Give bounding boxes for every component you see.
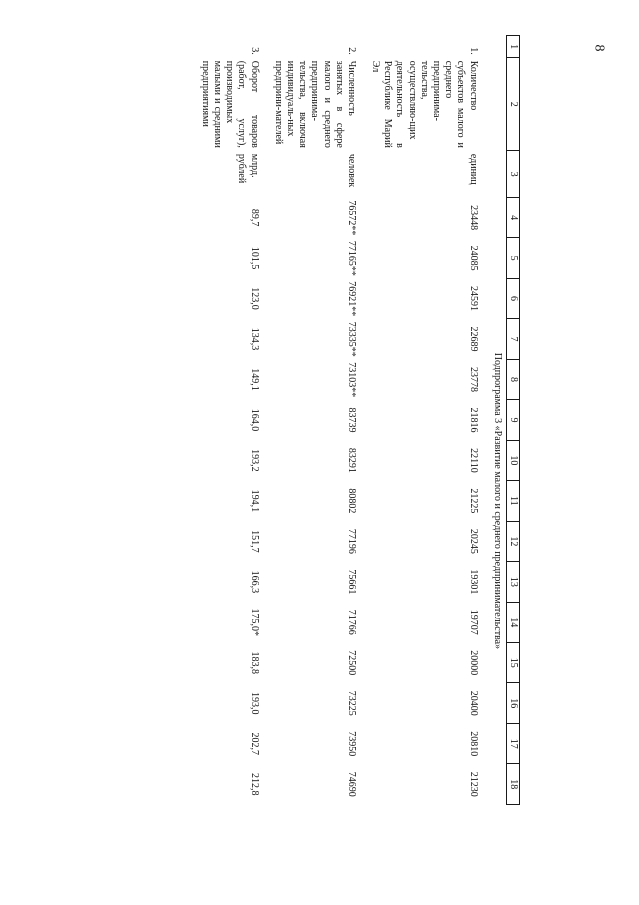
header-col-6: 6 xyxy=(506,278,519,318)
table-row xyxy=(266,36,363,805)
value-cell: 73950 xyxy=(345,731,357,757)
header-col-16: 16 xyxy=(506,683,519,723)
row-number: 1. xyxy=(467,47,479,55)
header-col-1: 1 xyxy=(506,36,519,58)
unit-of-measure: млрд. рублей xyxy=(236,153,260,184)
table-row xyxy=(363,36,485,805)
value-cell: 212,8 xyxy=(248,772,260,796)
value-cell: 22110 xyxy=(467,448,479,473)
subprogram-title: Подпрограмма 3 «Развитие малого и среднего предпринимательства» xyxy=(491,352,503,650)
value-cell: 175,0* xyxy=(248,608,260,637)
value-cell: 21225 xyxy=(467,488,479,514)
value-cell: 19707 xyxy=(467,609,479,635)
header-col-17: 17 xyxy=(506,723,519,763)
page-number: 8 xyxy=(591,44,607,52)
value-cell: 151,7 xyxy=(248,530,260,553)
row-number: 2. xyxy=(345,47,357,55)
value-cell: 20000 xyxy=(467,650,479,676)
header-col-11: 11 xyxy=(506,481,519,521)
subprogram-spacer xyxy=(485,36,507,198)
value-cell: 73335** xyxy=(345,321,357,357)
value-cell: 89,7 xyxy=(248,208,260,227)
header-col-8: 8 xyxy=(506,359,519,399)
rotated-table-container xyxy=(120,35,520,805)
value-cell: 166,3 xyxy=(248,570,260,594)
value-cell: 149,1 xyxy=(248,368,260,391)
header-col-5: 5 xyxy=(506,238,519,278)
header-row xyxy=(506,36,519,805)
value-cell: 71766 xyxy=(345,609,357,635)
value-cell: 123,0 xyxy=(248,287,260,310)
indicator-name: Численность занятых в сфере малого и среднего предпринима-тельства, включая индивидуаль-ных предприни-мателей xyxy=(272,60,357,148)
value-cell: 21230 xyxy=(467,771,479,797)
header-col-14: 14 xyxy=(506,602,519,642)
value-cell: 183,8 xyxy=(248,651,260,674)
value-cell: 73103** xyxy=(345,362,357,398)
header-col-2: 2 xyxy=(506,58,519,151)
value-cell: 20400 xyxy=(467,690,479,716)
value-cell: 24591 xyxy=(467,286,479,312)
value-cell: 75661 xyxy=(345,569,357,595)
header-col-18: 18 xyxy=(506,764,519,805)
header-col-15: 15 xyxy=(506,643,519,683)
header-col-4: 4 xyxy=(506,197,519,237)
value-cell: 83739 xyxy=(345,407,357,433)
value-cell: 20245 xyxy=(467,528,479,554)
value-cell: 76572** xyxy=(345,200,357,236)
value-cell: 22689 xyxy=(467,326,479,352)
unit-of-measure: единиц xyxy=(467,153,479,185)
value-cell: 83291 xyxy=(345,447,357,473)
value-cell: 193,2 xyxy=(248,449,260,472)
table-row xyxy=(193,36,266,805)
value-cell: 23448 xyxy=(467,205,479,231)
value-cell: 101,5 xyxy=(248,246,260,270)
row-number: 3. xyxy=(248,47,260,55)
header-col-13: 13 xyxy=(506,562,519,602)
value-cell: 76921** xyxy=(345,281,357,317)
value-cell: 20810 xyxy=(467,731,479,757)
unit-of-measure: человек xyxy=(345,153,357,188)
indicator-name: Количество субъектов малого и среднего предпринима-тельства, осуществляю-щих деятельность в Республике Марий Эл xyxy=(370,60,479,148)
header-col-9: 9 xyxy=(506,400,519,440)
value-cell: 74690 xyxy=(345,771,357,797)
header-col-7: 7 xyxy=(506,319,519,359)
value-cell: 24085 xyxy=(467,245,479,271)
value-cell: 23778 xyxy=(467,366,479,392)
value-cell: 193,0 xyxy=(248,691,260,715)
value-cell: 19301 xyxy=(467,569,479,595)
value-cell: 73225 xyxy=(345,690,357,716)
indicators-table xyxy=(193,35,520,805)
subprogram-row xyxy=(485,36,507,805)
header-col-12: 12 xyxy=(506,521,519,561)
value-cell: 194,1 xyxy=(248,489,260,513)
value-cell: 72500 xyxy=(345,650,357,676)
value-cell: 164,0 xyxy=(248,408,260,432)
value-cell: 77165** xyxy=(345,240,357,276)
header-col-3: 3 xyxy=(506,151,519,198)
value-cell: 202,7 xyxy=(248,732,260,755)
value-cell: 80802 xyxy=(345,488,357,514)
header-col-10: 10 xyxy=(506,440,519,480)
value-cell: 134,3 xyxy=(248,327,260,351)
value-cell: 21816 xyxy=(467,407,479,433)
indicator-name: Оборот товаров (работ, услуг), производимых малыми и средними предприятиями xyxy=(199,60,260,148)
value-cell: 77196 xyxy=(345,528,357,554)
